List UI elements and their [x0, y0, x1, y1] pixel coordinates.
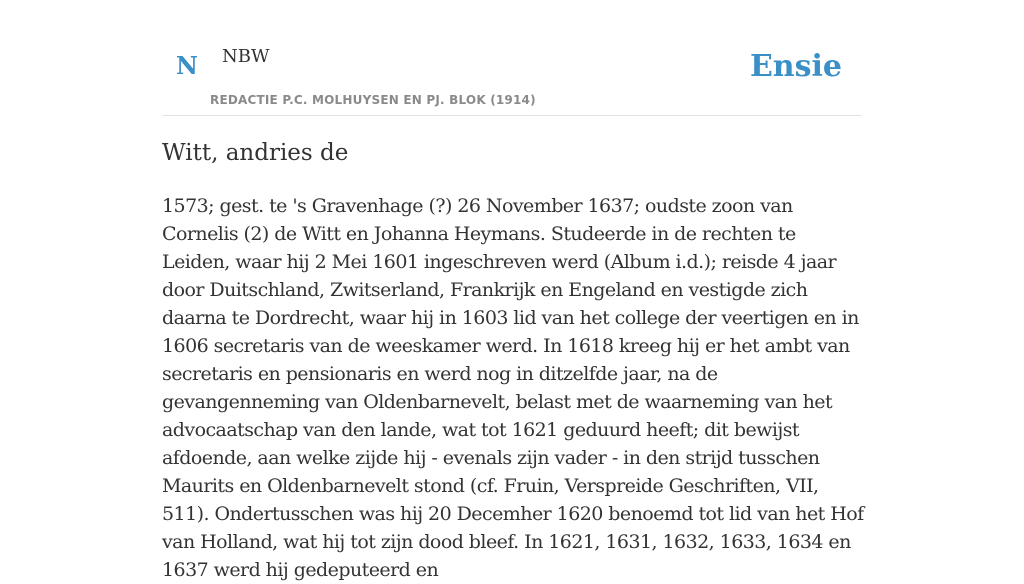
- article-body: 1573; gest. te 's Gravenhage (?) 26 November 1637; oudste zoon van Cornelis (2) de Witt en Johanna Heymans. Studeerde in de rechten te Leiden, waar hij 2 Mei 1601 ingeschreven werd (Album i.d.); reisde 4 jaar door Duitschland, Zwitserland, Frankrijk en Engeland en vestigde zich daarna te Dordrecht, waar hij in 1603 lid van het college der veertigen en in 1606 secretaris van de weeskamer werd. In 1618 kreeg hij er het ambt van secretaris en pensionaris en werd nog in ditzelfde jaar, na de gevangenneming van Oldenbarnevelt, belast met de waarneming van het advocaatschap van den lande, wat tot 1621 geduurd heeft; dit bewijst afdoende, aan welke zijde hij - evenals zijn vader - in den strijd tusschen Maurits en Oldenbarnevelt stond (cf. Fruin, Verspreide Geschriften, VII, 511). Ondertusschen was hij 20 Decemher 1620 benoemd tot lid van het Hof van Holland, wat hij tot zijn dood bleef. In 1621, 1631, 1632, 1633, 1634 en 1637 werd hij gedeputeerd en: [162, 195, 864, 581]
- brand-logo[interactable]: Ensie: [749, 49, 842, 84]
- header: [162, 40, 862, 116]
- source-logo[interactable]: N: [176, 51, 198, 80]
- source-name[interactable]: NBW: [222, 46, 270, 67]
- source-editors: REDACTIE P.C. MOLHUYSEN EN PJ. BLOK (1914): [210, 93, 536, 107]
- article-title: Witt, andries de: [162, 140, 349, 166]
